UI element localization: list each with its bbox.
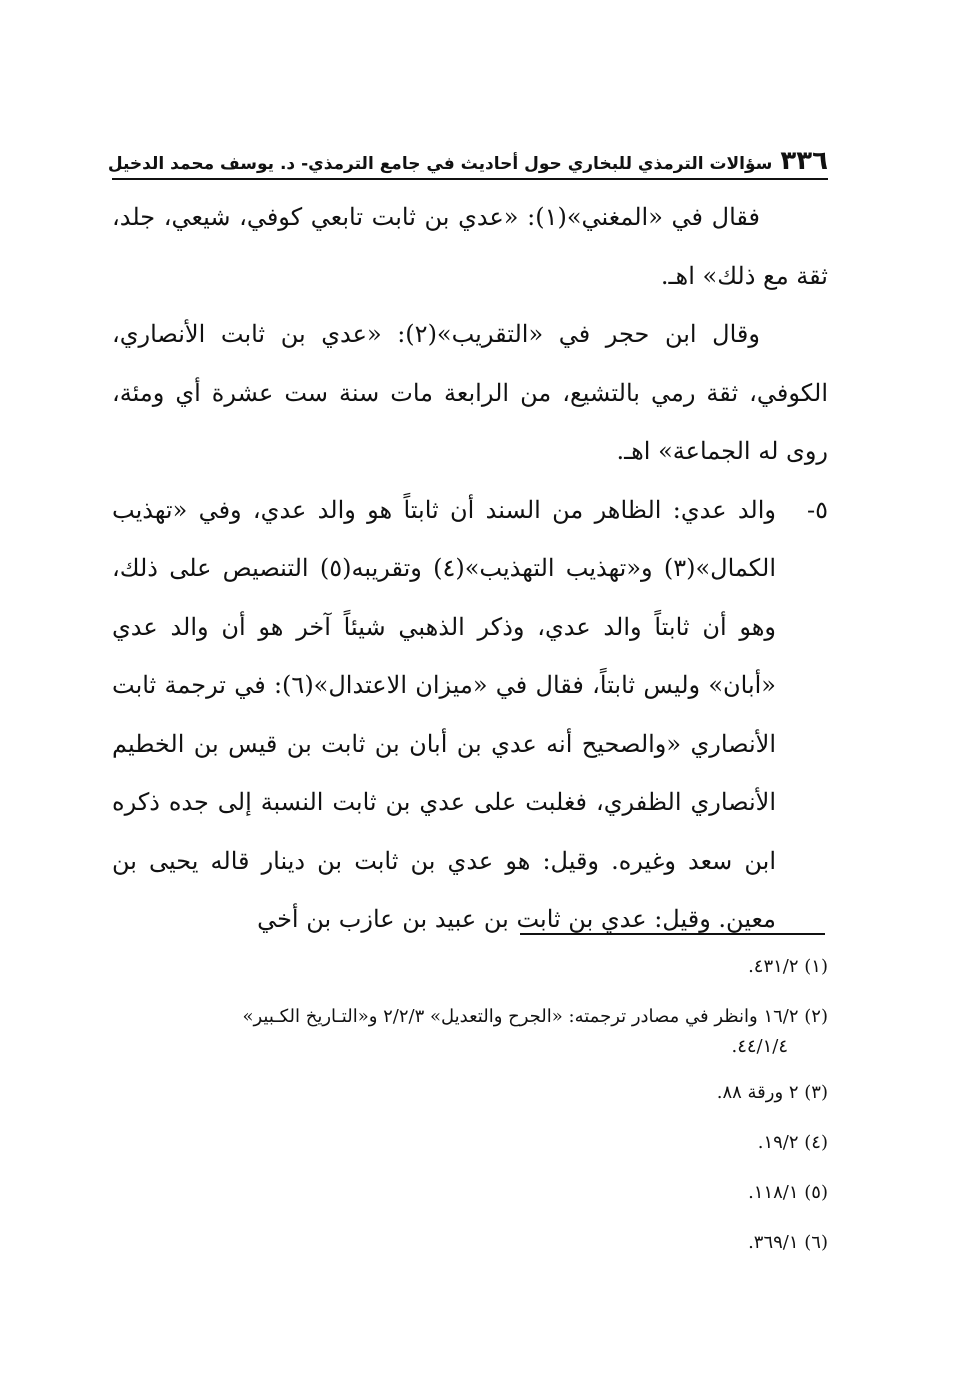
paragraph-3-text: والد عدي: الظاهر من السند أن ثابتاً هو والد عدي، وفي «تهذيب الكمال»(٣) و«تهذيب التهذيب»(٤) وتقريبه(٥) التنصيص على ذلك، وهو أن ثابتاً والد عدي، وذكر الذهبي شيئاً آخر هو أن والد عدي «أبان» وليس ثابتاً، فقال في «ميزان الاعتدال»(٦): في ترجمة ثابت الأنصاري «والصحيح أنه عدي بن أبان بن ثابت بن قيس بن الخطيم الأنصاري الظفري، فغلبت على عدي بن ثابت النسبة إلى جده ذكره ابن سعد وغيره. وقيل: هو عدي بن ثابت بن دينار قاله يحيى بن معين. وقيل: عدي بن ثابت بن عبيد بن عازب بن أخي <box>112 495 777 933</box>
running-title: سؤالات الترمذي للبخاري حول أحاديث في جامع الترمذي- د. يوسف محمد الدخيل <box>107 153 773 174</box>
footnote-4: (٤) ١٩/٢. <box>757 1132 828 1153</box>
paragraph-1: فقال في «المغني»(١): «عدي بن ثابت تابعي كوفي، شيعي، جلد، ثقة مع ذلك» اهـ. <box>112 203 828 290</box>
page-header <box>107 138 828 180</box>
main-text <box>112 188 828 949</box>
footnote-3: (٣) ٢ ورقة ٨٨. <box>716 1082 828 1103</box>
item-number: ٥- <box>807 495 828 524</box>
paragraph-2: وقال ابن حجر في «التقريب»(٢): «عدي بن ثابت الأنصاري، الكوفي، ثقة رمي بالتشيع، من الرابعة مات سنة ست عشرة أي ومئة، روى له الجماعة» اهـ. <box>112 320 828 465</box>
footnote-divider <box>520 933 825 935</box>
footnote-1: (١) ٤٣١/٢. <box>748 956 828 977</box>
footnote-2-line-1: (٢) ١٦/٢ وانظر في مصادر ترجمته: «الجرح والتعديل» ٢/٢/٣ و«التـاريخ الكـبير» <box>242 1006 828 1027</box>
footnote-5: (٥) ١١٨/١. <box>748 1182 828 1203</box>
footnote-2-line-2: ٤٤/١/٤. <box>731 1036 788 1057</box>
page-number: ٣٣٦ <box>780 146 828 176</box>
footnotes <box>112 952 828 1278</box>
footnote-2 <box>112 1002 828 1062</box>
paragraph-3 <box>112 481 828 949</box>
footnote-6: (٦) ٣٦٩/١. <box>748 1232 828 1253</box>
